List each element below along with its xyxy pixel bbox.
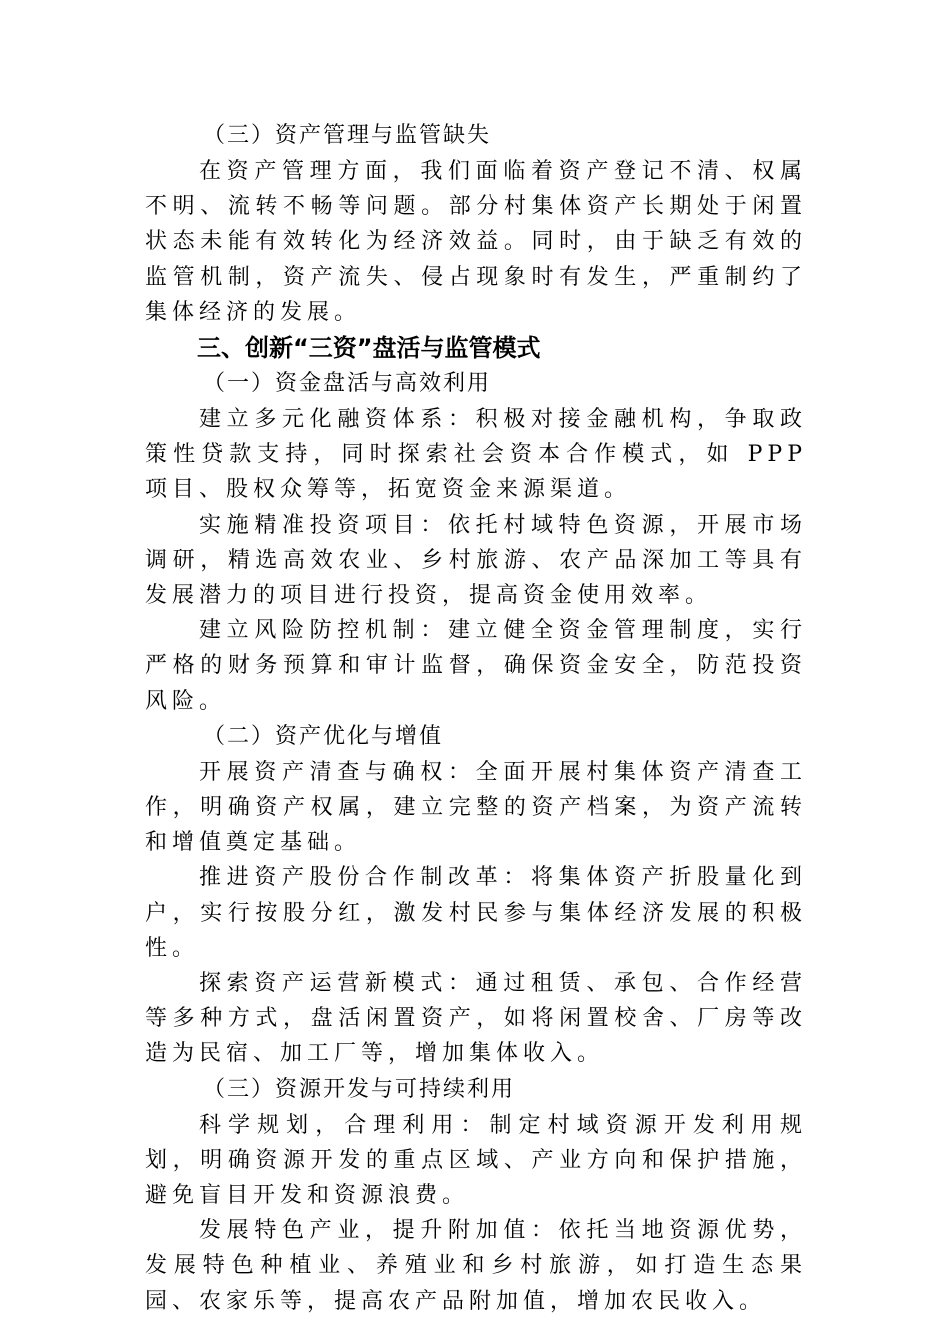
body-paragraph: 探索资产运营新模式：通过租赁、承包、合作经营等多种方式，盘活闲置资产，如将闲置校舍、厂房等改造为民宿、加工厂等，增加集体收入。 xyxy=(145,971,807,1067)
body-paragraph: 开展资产清查与确权：全面开展村集体资产清查工作，明确资产权属，建立完整的资产档案，为资产流转和增值奠定基础。 xyxy=(145,759,807,856)
body-paragraph: 实施精准投资项目：依托村域特色资源，开展市场调研，精选高效农业、乡村旅游、农产品深加工等具有发展潜力的项目进行投资，提高资金使用效率。 xyxy=(145,512,807,609)
body-paragraph: 在资产管理方面，我们面临着资产登记不清、权属不明、流转不畅等问题。部分村集体资产长期处于闲置状态未能有效转化为经济效益。同时，由于缺乏有效的监管机制，资产流失、侵占现象时有发生，严重制约了集体经济的发展。 xyxy=(145,159,807,325)
section-heading: 三、创新“三资”盘活与监管模式 xyxy=(197,334,541,363)
body-paragraph: 建立风险防控机制：建立健全资金管理制度，实行严格的财务预算和审计监督，确保资金安全，防范投资风险。 xyxy=(145,618,807,714)
subsection-heading: （二）资产优化与增值 xyxy=(203,723,444,749)
body-paragraph: 建立多元化融资体系：积极对接金融机构，争取政策性贷款支持，同时探索社会资本合作模式，如 PPP 项目、股权众筹等，拓宽资金来源渠道。 xyxy=(145,407,807,503)
subsection-heading: （三）资产管理与监管缺失 xyxy=(203,123,492,148)
body-paragraph: 推进资产股份合作制改革：将集体资产折股量化到户，实行按股分红，激发村民参与集体经济发展的积极性。 xyxy=(145,865,807,961)
body-paragraph: 科学规划，合理利用：制定村域资源开发利用规划，明确资源开发的重点区域、产业方向和保护措施，避免盲目开发和资源浪费。 xyxy=(145,1112,807,1209)
body-paragraph: 发展特色产业，提升附加值：依托当地资源优势，发展特色种植业、养殖业和乡村旅游，如打造生态果园、农家乐等，提高农产品附加值，增加农民收入。 xyxy=(145,1218,807,1314)
document-body xyxy=(145,118,807,1319)
subsection-heading: （一）资金盘活与高效利用 xyxy=(203,371,492,397)
subsection-heading: （三）资源开发与可持续利用 xyxy=(203,1076,516,1102)
